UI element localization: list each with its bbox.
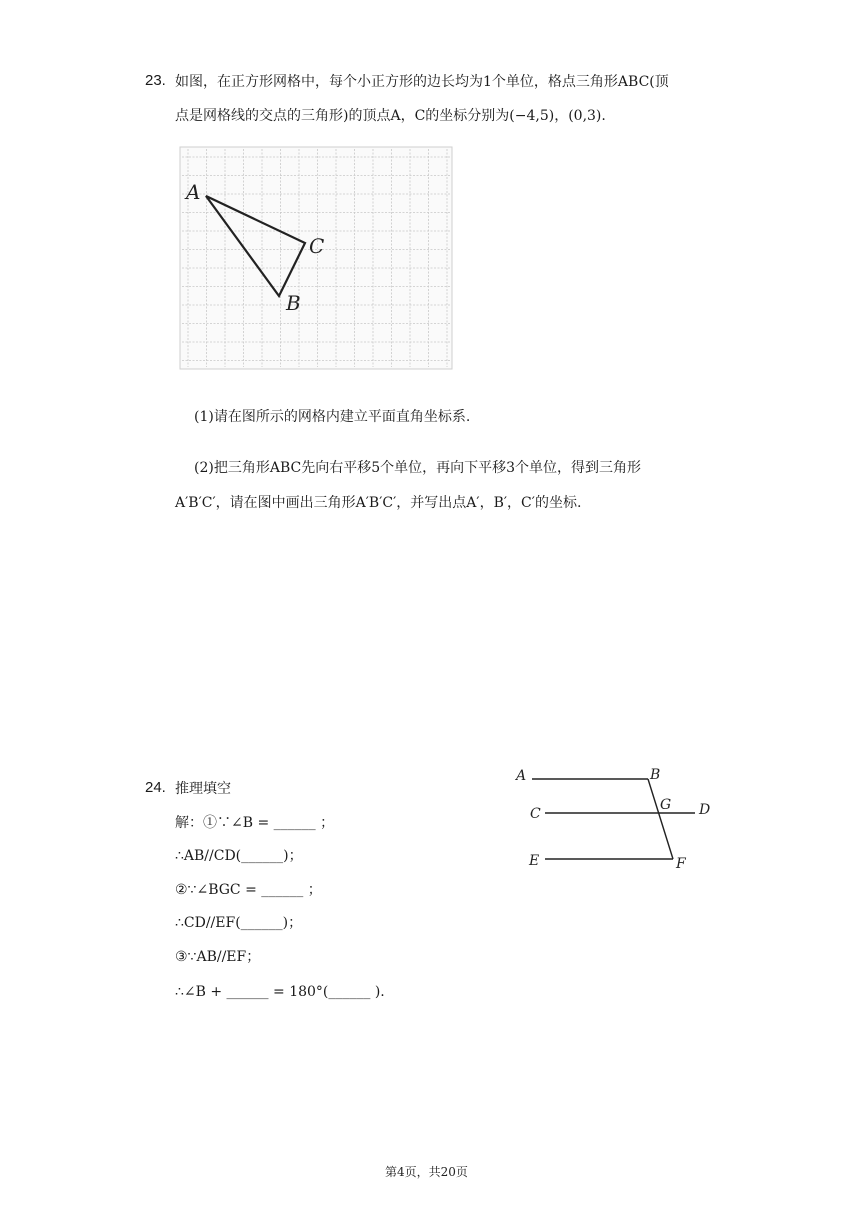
q23-part1: (1)请在图所示的网格内建立平面直角坐标系. <box>194 409 471 425</box>
label-C: C <box>309 234 325 258</box>
q24-title: 推理填空 <box>175 781 231 797</box>
label-E: E <box>529 853 540 869</box>
q24-step-1: 解：①∵∠B = ______ ； <box>175 815 335 831</box>
label-A: A <box>186 180 201 204</box>
q24-step-6: ∴∠B + ______ = 180°(______ ). <box>175 984 385 1000</box>
q24-parallel-figure <box>510 762 725 877</box>
q24-step-3: ②∵∠BGC = ______ ； <box>175 882 322 898</box>
page-footer: 第4页，共20页 <box>385 1165 468 1179</box>
q23-part2-line1: (2)把三角形ABC先向右平移5个单位，再向下平移3个单位，得到三角形 <box>194 460 642 476</box>
q23-number: 23. <box>145 72 166 89</box>
q24-number: 24. <box>145 779 166 796</box>
label-B: B <box>286 291 301 315</box>
q24-step-2: ∴AB//CD(______)； <box>175 848 303 864</box>
q24-step-4: ∴CD//EF(______)； <box>175 915 303 931</box>
label-C: C <box>530 806 541 822</box>
label-B: B <box>650 767 661 783</box>
label-D: D <box>699 802 711 818</box>
label-A: A <box>516 768 527 784</box>
line-BF <box>648 779 673 859</box>
label-F: F <box>676 856 686 872</box>
q24-step-5: ③∵AB//EF； <box>175 949 261 965</box>
label-G: G <box>660 797 672 813</box>
q23-stem-line1: 如图，在正方形网格中，每个小正方形的边长均为1个单位，格点三角形ABC(顶 <box>175 74 669 90</box>
q23-stem-line2: 点是网格线的交点的三角形)的顶点A，C的坐标分别为(−4,5)，(0,3). <box>175 108 606 124</box>
q23-part2-line2: A′B′C′，请在图中画出三角形A′B′C′，并写出点A′，B′，C′的坐标. <box>175 495 582 511</box>
q23-grid-figure <box>178 145 460 373</box>
